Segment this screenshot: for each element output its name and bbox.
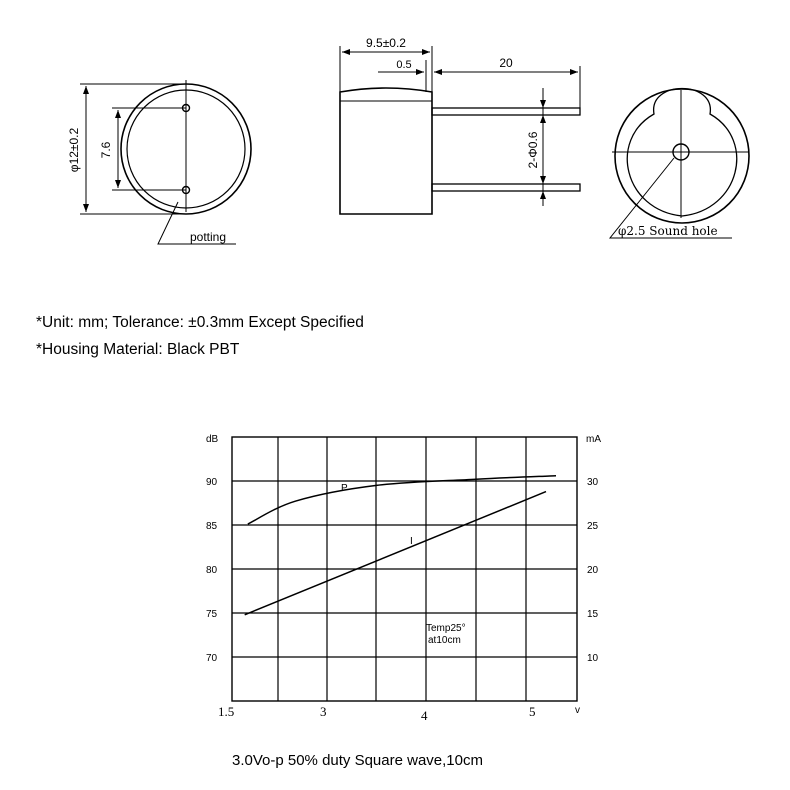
y-right-tick-25: 25 (587, 521, 599, 532)
temp-annotation: Temp25° (426, 623, 466, 634)
x-tick-5: 5 (529, 704, 536, 719)
top-outer-circle (615, 89, 749, 223)
unit-tolerance-note: *Unit: mm; Tolerance: ±0.3mm Except Specified (36, 314, 364, 331)
x-tick-1-5: 1.5 (218, 704, 235, 719)
side-view (340, 46, 580, 214)
y-left-tick-90: 90 (206, 477, 218, 488)
housing-material-note: *Housing Material: Black PBT (36, 341, 240, 358)
y-left-tick-80: 80 (206, 565, 218, 576)
y-left-tick-75: 75 (206, 609, 218, 620)
y-right-tick-30: 30 (587, 477, 599, 488)
x-unit-label: v (575, 705, 580, 716)
y-left-tick-85: 85 (206, 521, 218, 532)
pin-dia-label: 2-Φ0.6 (526, 131, 540, 169)
y-left-tick-70: 70 (206, 653, 218, 664)
offset-label: 0.5 (396, 59, 412, 71)
distance-annotation: at10cm (428, 635, 461, 646)
left-unit-label: dB (206, 434, 219, 445)
y-right-tick-10: 10 (587, 653, 599, 664)
series-p-label: P (341, 483, 348, 494)
y-right-tick-15: 15 (587, 609, 599, 620)
series-i-line (245, 492, 546, 615)
top-view (610, 89, 749, 239)
pin-length-label: 20 (499, 56, 513, 70)
front-view (80, 80, 251, 244)
chart (206, 434, 601, 723)
series-i-label: I (410, 536, 413, 547)
x-tick-4: 4 (421, 708, 428, 723)
sound-hole-label: φ2.5 Sound hole (618, 224, 718, 238)
diameter-label: φ12±0.2 (67, 127, 81, 173)
y-right-tick-20: 20 (587, 565, 599, 576)
width-label: 9.5±0.2 (366, 36, 406, 50)
potting-label: potting (190, 230, 227, 244)
right-unit-label: mA (586, 434, 601, 445)
side-pin-top (432, 108, 580, 115)
series-p-line (248, 476, 556, 524)
x-tick-3: 3 (320, 704, 327, 719)
side-pin-bottom (432, 184, 580, 191)
chart-caption: 3.0Vo-p 50% duty Square wave,10cm (232, 752, 483, 769)
side-body (340, 88, 432, 214)
pin-spacing-label: 7.6 (99, 141, 113, 159)
